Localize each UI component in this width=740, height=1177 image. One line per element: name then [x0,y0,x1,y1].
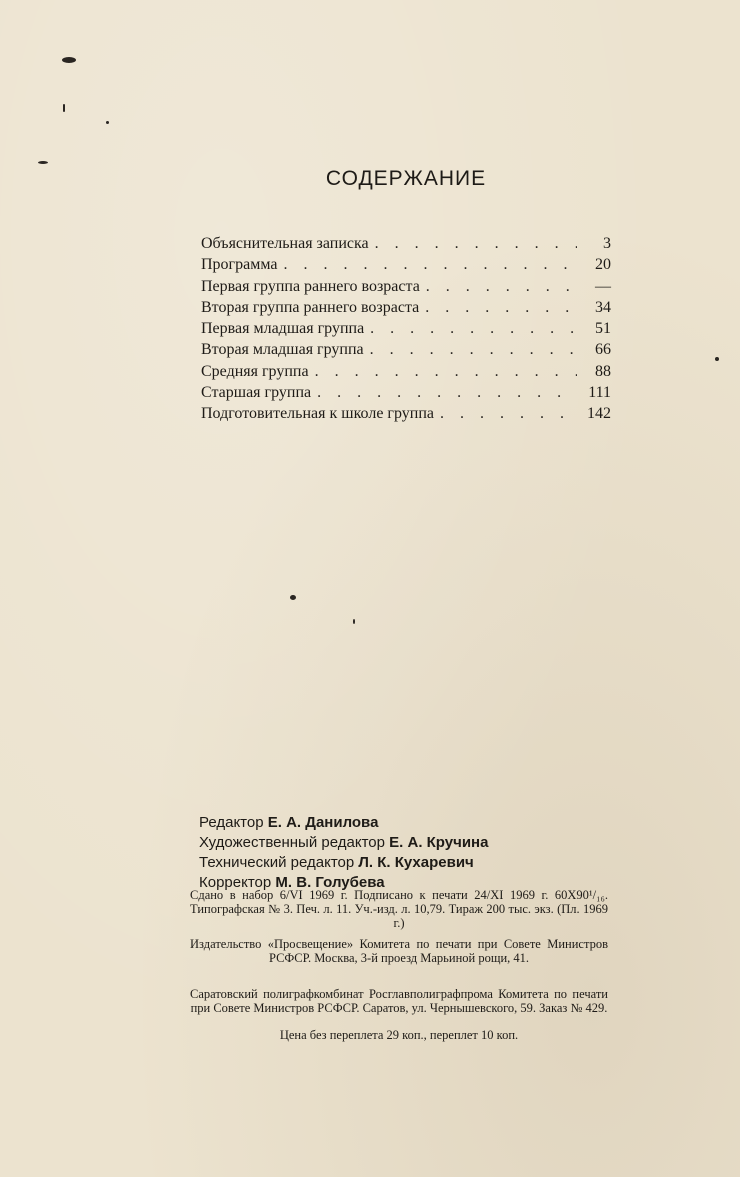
dot-leader [315,361,577,382]
dot-leader [283,254,577,275]
toc-entry-page: 66 [595,341,611,359]
price-line: Цена без переплета 29 коп., переплет 10 коп. [279,1028,519,1042]
toc-entry [201,403,611,424]
ink-speck [62,57,76,63]
print-info-paragraph: Сдано в набор 6/VI 1969 г. Подписано к печати 24/XI 1969 г. 60Х90¹/₁₆. Типографская № 3. Печ. л. 11. Уч.-изд. л. 10,79. Тираж 200 тыс. экз. (Пл. 1969 г.) [190,888,608,930]
dot-leader [375,233,577,254]
toc-entry-page: 142 [587,405,611,423]
credit-line [199,813,488,833]
toc-entry [201,276,611,297]
ink-speck [63,104,65,112]
toc-entry-page: 3 [603,235,611,252]
toc-entry-title: Объяснительная записка [201,235,369,252]
table-of-contents [201,233,611,425]
toc-entry-title: Подготовительная к школе группа [201,405,434,423]
dot-leader [440,403,577,424]
toc-entry [201,361,611,382]
credit-role: Технический редактор [199,854,355,871]
toc-entry-page: 51 [595,320,611,338]
printer-paragraph: Саратовский полиграфкомбинат Росглавполиграфпрома Комитета по печати при Совете Министров РСФСР. Саратов, ул. Чернышевского, 59. Заказ № 429. [190,987,608,1015]
toc-entry [201,339,611,360]
toc-entry [201,297,611,318]
credit-line [199,853,488,873]
credit-name: М. В. Голубева [275,874,385,891]
credits-list [199,813,488,893]
toc-entry-title: Программа [201,256,278,274]
toc-entry-title: Старшая группа [201,384,312,402]
toc-entry-page: 111 [588,384,611,402]
toc-entry-page: 34 [595,298,611,316]
ink-speck [106,121,109,124]
toc-entry-title: Вторая группа раннего возраста [201,298,420,316]
credit-role: Редактор [199,814,264,831]
credit-role: Художественный редактор [199,834,385,851]
toc-entry-title: Первая младшая группа [201,320,365,338]
credit-name: Л. К. Кухаревич [358,854,474,871]
toc-entry [201,382,611,403]
dot-leader [370,318,577,339]
dot-leader [317,382,577,403]
ink-speck [715,357,719,361]
dot-leader [425,297,577,318]
credit-name: Е. А. Кручина [389,834,489,851]
dot-leader [426,276,577,297]
toc-entry-page: 88 [595,362,611,380]
dot-leader [370,339,577,360]
toc-entry-page: — [595,277,611,295]
toc-entry-title: Средняя группа [201,362,309,380]
toc-entry-title: Первая группа раннего возраста [201,277,420,295]
ink-speck [38,161,48,164]
toc-entry [201,254,611,275]
ink-speck [290,595,296,600]
toc-entry-page: 20 [595,256,611,274]
credit-line [199,833,488,853]
credit-name: Е. А. Данилова [267,814,379,831]
credit-role: Корректор [199,874,272,891]
contents-heading: СОДЕРЖАНИЕ [325,167,487,190]
toc-entry [201,233,611,254]
publisher-paragraph: Издательство «Просвещение» Комитета по печати при Совете Министров РСФСР. Москва, 3-й проезд Марьиной рощи, 41. [190,937,608,965]
toc-entry [201,318,611,339]
toc-entry-title: Вторая младшая группа [201,341,364,359]
ink-speck [353,619,355,624]
